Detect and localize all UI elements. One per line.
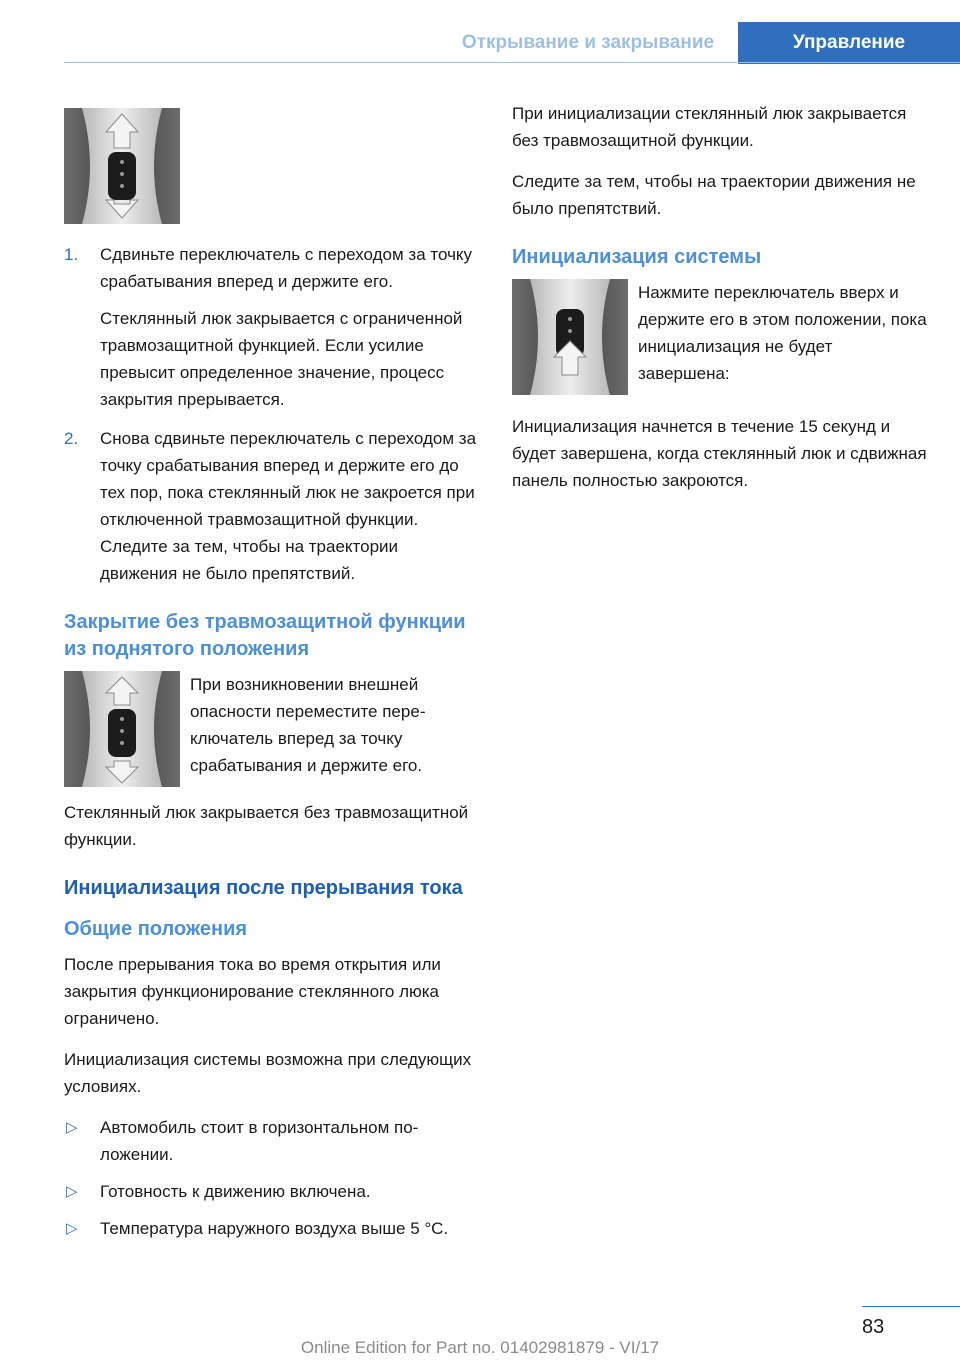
section-heading: Инициализация системы	[512, 246, 762, 268]
figure-caption: При возникновении внешней опасности переместите переключатель вперед за точку срабатывания и держите его.	[190, 675, 426, 775]
paragraph: Инициализация системы возможна при следующих условиях.	[64, 1050, 472, 1096]
subsection-heading: Общие положения	[64, 918, 248, 940]
step-1	[64, 241, 478, 413]
step-2	[64, 425, 478, 587]
condition-item	[64, 1178, 478, 1205]
condition-item	[64, 1215, 478, 1242]
header-rule	[64, 62, 960, 63]
paragraph: Стеклянный люк закрывается без травмозащитной функции.	[64, 803, 469, 849]
page-number-rule	[862, 1306, 960, 1307]
left-column	[64, 96, 478, 1252]
figure-row	[512, 279, 928, 401]
step-number: 1.	[64, 245, 79, 264]
figure-row	[64, 671, 478, 787]
condition-item	[64, 1114, 478, 1168]
step-number: 2.	[64, 429, 79, 448]
right-column	[512, 96, 928, 508]
bullet-triangle-icon: ▷	[66, 1119, 78, 1136]
switch-illustration-1	[64, 108, 180, 224]
switch-illustration-3	[512, 279, 628, 395]
switch-illustration-2	[64, 671, 180, 787]
condition-text: Температура наружного воздуха выше 5 °C.	[100, 1219, 449, 1238]
bullet-triangle-icon: ▷	[66, 1183, 78, 1200]
figure-caption	[638, 279, 928, 401]
condition-text: Готовность к движению включена.	[100, 1182, 371, 1201]
page-number: 83	[862, 1316, 885, 1338]
step-text: Стеклянный люк закрывается с ограниченной травмозащитной функцией. Если усилие превысит определенное значение, процесс закрытия прерывается.	[100, 309, 463, 409]
paragraph: При инициализации стеклянный люк закрывается без травмозащитной функции.	[512, 104, 907, 150]
header-chapter-tab: Управление	[738, 22, 960, 64]
step-text: Сдвиньте переключатель с переходом за точку срабатывания вперед и держите его.	[100, 245, 473, 291]
paragraph: Инициализация начнется в течение 15 секунд и будет завершена, когда стеклянный люк и сдвижная панель полностью закроются.	[512, 417, 927, 490]
condition-text: Автомобиль стоит в горизонтальном положении.	[100, 1118, 419, 1164]
section-heading: Закрытие без травмозащитной функции из поднятого положения	[64, 611, 466, 660]
header-section-title: Открывание и закрывание	[461, 32, 715, 53]
figure-caption-text: Нажмите переключатель вверх и держите его в этом положении, пока инициализация не будет завершена:	[638, 283, 927, 383]
footer: Online Edition for Part no. 01402981879 - VI/17	[300, 1338, 660, 1357]
paragraph: После прерывания тока во время открытия или закрытия функционирование стеклянного люка ограничено.	[64, 955, 441, 1028]
section-heading: Инициализация после прерывания тока	[64, 877, 463, 899]
step-text: Снова сдвиньте переключатель с переходом за точку срабатывания вперед и держите его до тех пор, пока стеклянный люк не закроется при отключенной травмозащитной функции. Следите за тем, чтобы на траектории движения не было препятствий.	[100, 429, 477, 583]
paragraph: Следите за тем, чтобы на траектории движения не было препятствий.	[512, 172, 916, 218]
bullet-triangle-icon: ▷	[66, 1220, 78, 1237]
